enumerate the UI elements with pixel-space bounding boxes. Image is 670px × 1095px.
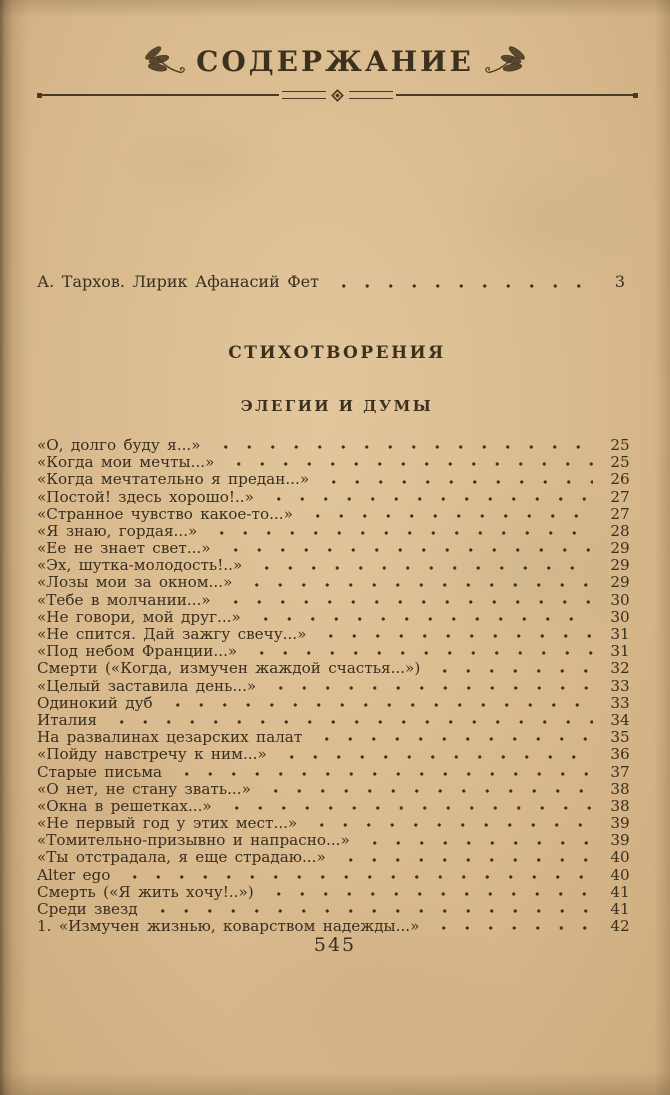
toc-entry-page: 28 (610, 521, 630, 540)
dot-leader (359, 841, 593, 845)
toc-entry-page: 30 (610, 590, 630, 609)
toc-entry-title: Италия (37, 710, 98, 729)
toc-entry-title: «Ее не знает свет...» (37, 539, 211, 558)
toc-entry (37, 454, 637, 471)
toc-entry-page: 31 (610, 642, 630, 661)
dot-leader (241, 583, 593, 587)
toc-entry-page: 37 (610, 762, 630, 781)
toc-entry (37, 850, 637, 867)
toc-entry-page: 29 (610, 539, 630, 558)
toc-entry-page: 38 (610, 779, 630, 798)
toc-entry-title: «Томительно-призывно и напрасно...» (37, 831, 350, 850)
dot-leader (328, 284, 593, 288)
dot-leader (220, 600, 593, 604)
toc-entry-page: 33 (610, 693, 630, 712)
toc-entry-page: 41 (610, 882, 630, 901)
dot-leader (276, 755, 593, 759)
dot-leader (311, 737, 593, 741)
toc-entry (37, 643, 637, 660)
toc-entry-title: «Лозы мои за окном...» (37, 573, 233, 592)
toc-entry-page: 25 (610, 453, 630, 472)
dot-leader (251, 566, 593, 570)
toc-entry-title: «Когда мечтательно я предан...» (37, 470, 310, 489)
toc-entry (37, 867, 637, 884)
toc-entry-title: «Пойду навстречу к ним...» (37, 745, 267, 764)
toc-entry (37, 678, 637, 695)
dot-leader (263, 497, 593, 501)
dot-leader (260, 789, 593, 793)
toc-entry-page: 3 (614, 272, 626, 291)
toc-entry-page: 39 (610, 814, 630, 833)
dot-leader (429, 669, 593, 673)
dot-leader (263, 892, 593, 896)
dot-leader (335, 858, 593, 862)
toc-entry-page: 36 (610, 745, 630, 764)
toc-entry-title: Смерти («Когда, измучен жаждой счастья...») (37, 659, 421, 678)
dot-leader (223, 462, 593, 466)
toc-entry (37, 609, 637, 626)
folio-page-number: 545 (313, 934, 357, 956)
toc-entry (37, 832, 637, 849)
toc-entry (37, 489, 637, 506)
toc-entry (37, 798, 637, 815)
dot-leader (306, 823, 593, 827)
toc-entry (37, 592, 637, 609)
toc-entry-title: На развалинах цезарских палат (37, 728, 303, 747)
toc-entry (37, 729, 637, 746)
dot-leader (206, 531, 593, 535)
dot-leader (147, 909, 593, 913)
toc-entry-page: 33 (610, 676, 630, 695)
toc-entry-title: «Странное чувство какое-то...» (37, 504, 293, 523)
toc-entry-page: 27 (610, 487, 630, 506)
toc-entry-title: «Не спится. Дай зажгу свечу...» (37, 625, 307, 644)
toc-entry-title: Старые письма (37, 762, 163, 781)
toc-entry (37, 626, 637, 643)
toc-entry-title: «Я знаю, гордая...» (37, 521, 198, 540)
toc-entry-page: 25 (610, 435, 630, 454)
toc-entry-title: Одинокий дуб (37, 693, 153, 712)
toc-entry-title: Смерть («Я жить хочу!..») (37, 882, 254, 901)
toc-entry-page: 34 (610, 710, 630, 729)
toc-entry-title: «О нет, не стану звать...» (37, 779, 251, 798)
toc-entry-page: 39 (610, 831, 630, 850)
dot-leader (171, 772, 593, 776)
toc-entry-page: 29 (610, 556, 630, 575)
dot-leader (220, 548, 593, 552)
toc-entry-title: Среди звезд (37, 900, 138, 919)
toc-entry-title: «О, долго буду я...» (37, 435, 201, 454)
toc-entry (37, 746, 637, 763)
dot-leader (210, 445, 593, 449)
toc-intro-entry (37, 272, 637, 292)
toc-entry-page: 35 (610, 728, 630, 747)
toc-entry-page: 40 (610, 865, 630, 884)
toc-entry (37, 884, 637, 901)
dot-leader (315, 634, 593, 638)
dot-leader (106, 720, 593, 724)
toc-entry-page: 30 (610, 607, 630, 626)
dot-leader (250, 617, 593, 621)
toc-entry (37, 712, 637, 729)
dot-leader (428, 926, 593, 930)
toc-entry (37, 557, 637, 574)
toc-entry (37, 506, 637, 523)
toc-entry-title: 1. «Измучен жизнью, коварством надежды...» (37, 917, 420, 936)
subsection-heading: ЭЛЕГИИ И ДУМЫ (240, 397, 434, 415)
toc-entry-page: 32 (610, 659, 630, 678)
toc-entry (37, 471, 637, 488)
toc-entry-title: «Когда мои мечты...» (37, 453, 215, 472)
toc-entry (37, 918, 637, 935)
dot-leader (318, 480, 593, 484)
toc-entry-page: 31 (610, 625, 630, 644)
toc-entry-title: «Окна в решетках...» (37, 796, 212, 815)
toc-entry-title: «Целый заставила день...» (37, 676, 257, 695)
toc-entry-title: «Под небом Франции...» (37, 642, 238, 661)
toc-entry-title: «Не говори, мой друг...» (37, 607, 241, 626)
toc-entry (37, 764, 637, 781)
toc-entry-page: 42 (610, 917, 630, 936)
toc-entry (37, 815, 637, 832)
dot-leader (265, 686, 593, 690)
toc-entry (37, 437, 637, 454)
toc-entry (37, 660, 637, 677)
dot-leader (246, 651, 593, 655)
toc-entry (37, 695, 637, 712)
toc-entry-title: А. Тархов. Лирик Афанасий Фет (37, 272, 319, 291)
toc-entry-page: 27 (610, 504, 630, 523)
toc-entry (37, 523, 637, 540)
toc-entry-page: 41 (610, 900, 630, 919)
toc-entry-page: 38 (610, 796, 630, 815)
page-title: СОДЕРЖАНИЕ (196, 44, 474, 78)
toc-entry-title: «Не первый год у этих мест...» (37, 814, 298, 833)
table-of-contents (37, 0, 637, 1095)
toc-entry-page: 40 (610, 848, 630, 867)
toc-entry-title: «Тебе в молчании...» (37, 590, 211, 609)
toc-entry (37, 575, 637, 592)
toc-entry-page: 29 (610, 573, 630, 592)
toc-entry (37, 901, 637, 918)
toc-entry-list (37, 437, 637, 935)
toc-entry-title: «Эх, шутка-молодость!..» (37, 556, 243, 575)
toc-entry-title: «Ты отстрадала, я еще страдаю...» (37, 848, 326, 867)
section-heading: СТИХОТВОРЕНИЯ (228, 343, 446, 363)
toc-entry-title: Alter ego (37, 865, 111, 884)
dot-leader (162, 703, 593, 707)
toc-entry-title: «Постой! здесь хорошо!..» (37, 487, 254, 506)
toc-entry (37, 781, 637, 798)
dot-leader (119, 875, 593, 879)
dot-leader (302, 514, 593, 518)
dot-leader (221, 806, 593, 810)
toc-entry (37, 540, 637, 557)
toc-entry-page: 26 (610, 470, 630, 489)
